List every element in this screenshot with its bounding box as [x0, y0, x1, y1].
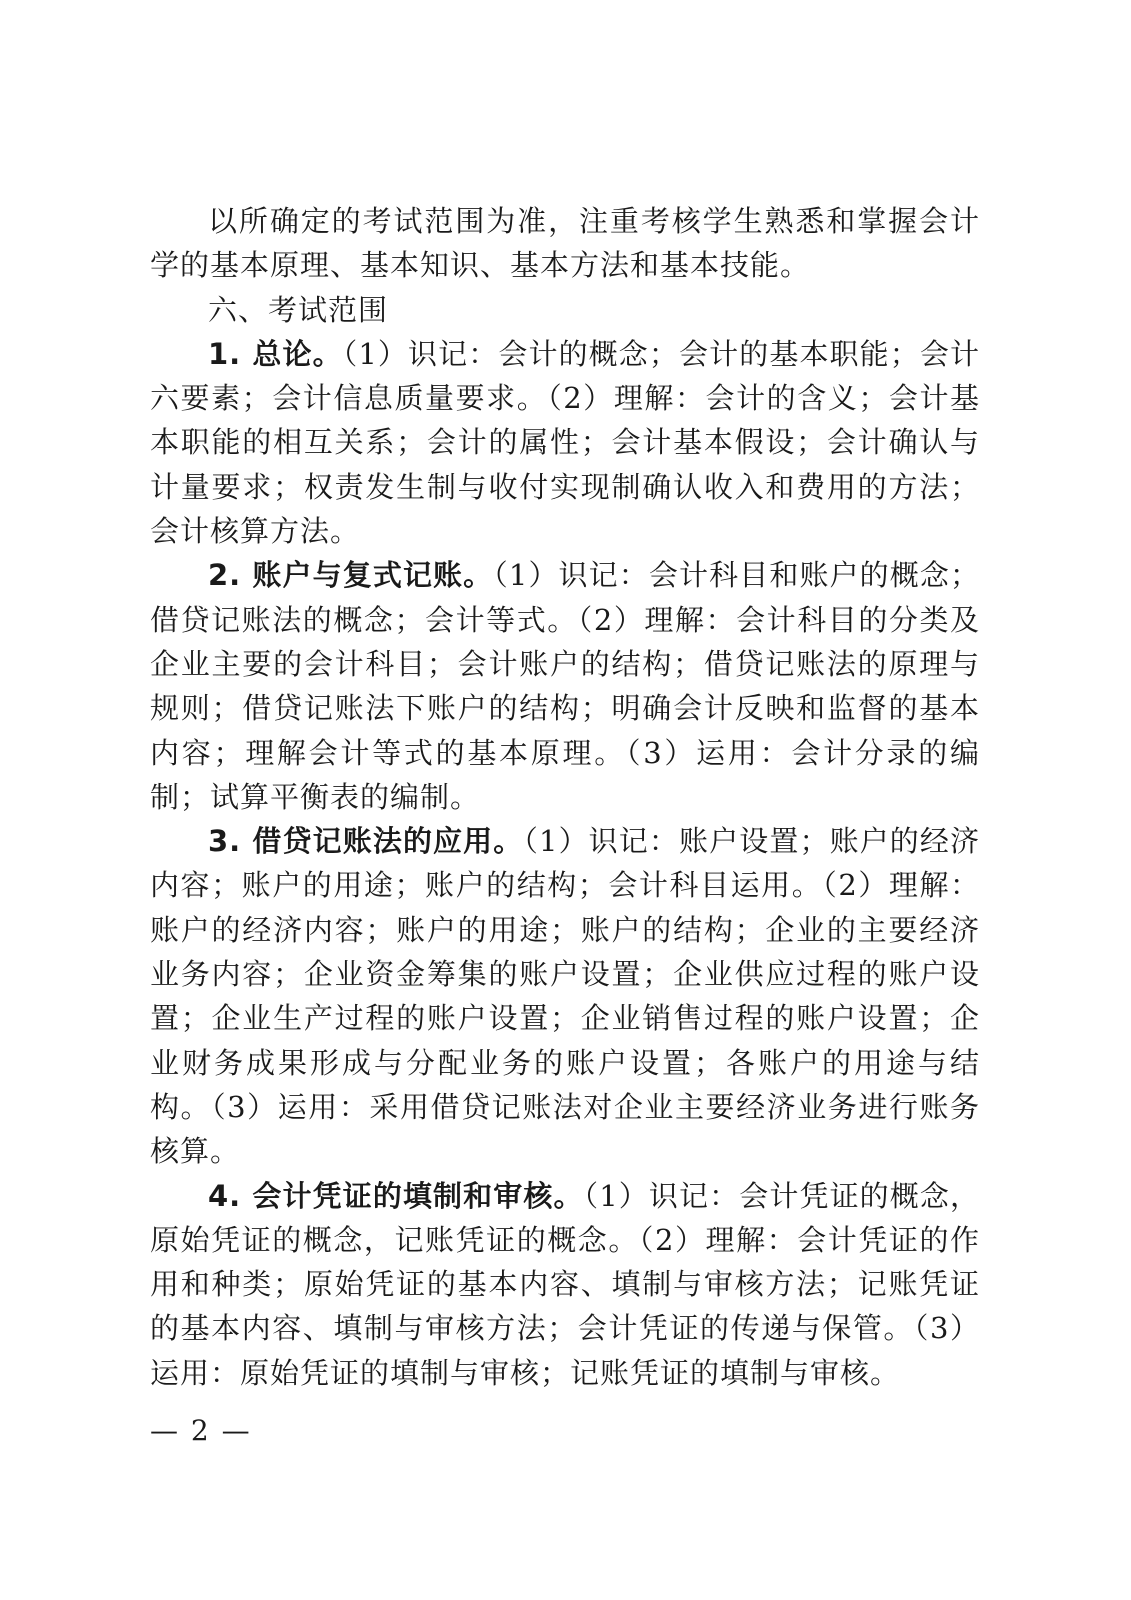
- item-lead-1: 1. 总论。: [208, 336, 343, 371]
- item-paragraph-3: [150, 819, 980, 1173]
- item-body-4: （1）识记：会计凭证的概念，原始凭证的概念，记账凭证的概念。（2）理解：会计凭证的作用和种类；原始凭证的基本内容、填制与审核方法；记账凭证的基本内容、填制与审核方法；会计凭证的传递与保管。（3）运用：原始凭证的填制与审核；记账凭证的填制与审核。: [150, 1178, 981, 1390]
- document-body: [150, 199, 980, 1395]
- intro-paragraph: 以所确定的考试范围为准，注重考核学生熟悉和掌握会计学的基本原理、基本知识、基本方法和基本技能。: [150, 204, 980, 283]
- item-paragraph-1: [150, 332, 980, 553]
- section-heading: 六、考试范围: [208, 292, 389, 327]
- item-body-1: （1）识记：会计的概念；会计的基本职能；会计六要素；会计信息质量要求。（2）理解：会计的含义；会计基本职能的相互关系；会计的属性；会计基本假设；会计确认与计量要求；权责发生制与收付实现制确认收入和费用的方法；会计核算方法。: [150, 336, 980, 549]
- item-body-3: （1）识记：账户设置；账户的经济内容；账户的用途；账户的结构；会计科目运用。（2）理解：账户的经济内容；账户的用途；账户的结构；企业的主要经济业务内容；企业资金筹集的账户设置；企业供应过程的账户设置；企业生产过程的账户设置；企业销售过程的账户设置；企业财务成果形成与分配业务的账户设置；各账户的用途与结构。（3）运用：采用借贷记账法对企业主要经济业务进行账务核算。: [150, 824, 981, 1169]
- item-paragraph-4: [150, 1174, 980, 1395]
- item-lead-3: 3. 借贷记账法的应用。: [208, 824, 524, 859]
- item-body-2: （1）识记：会计科目和账户的概念；借贷记账法的概念；会计等式。（2）理解：会计科目的分类及企业主要的会计科目；会计账户的结构；借贷记账法的原理与规则；借贷记账法下账户的结构；明确会计反映和监督的基本内容；理解会计等式的基本原理。（3）运用：会计分录的编制；试算平衡表的编制。: [150, 558, 980, 814]
- item-lead-2: 2. 账户与复式记账。: [208, 558, 494, 593]
- item-lead-4: 4. 会计凭证的填制和审核。: [208, 1178, 584, 1213]
- page-number: — 2 —: [150, 1414, 252, 1447]
- item-paragraph-2: [150, 553, 980, 819]
